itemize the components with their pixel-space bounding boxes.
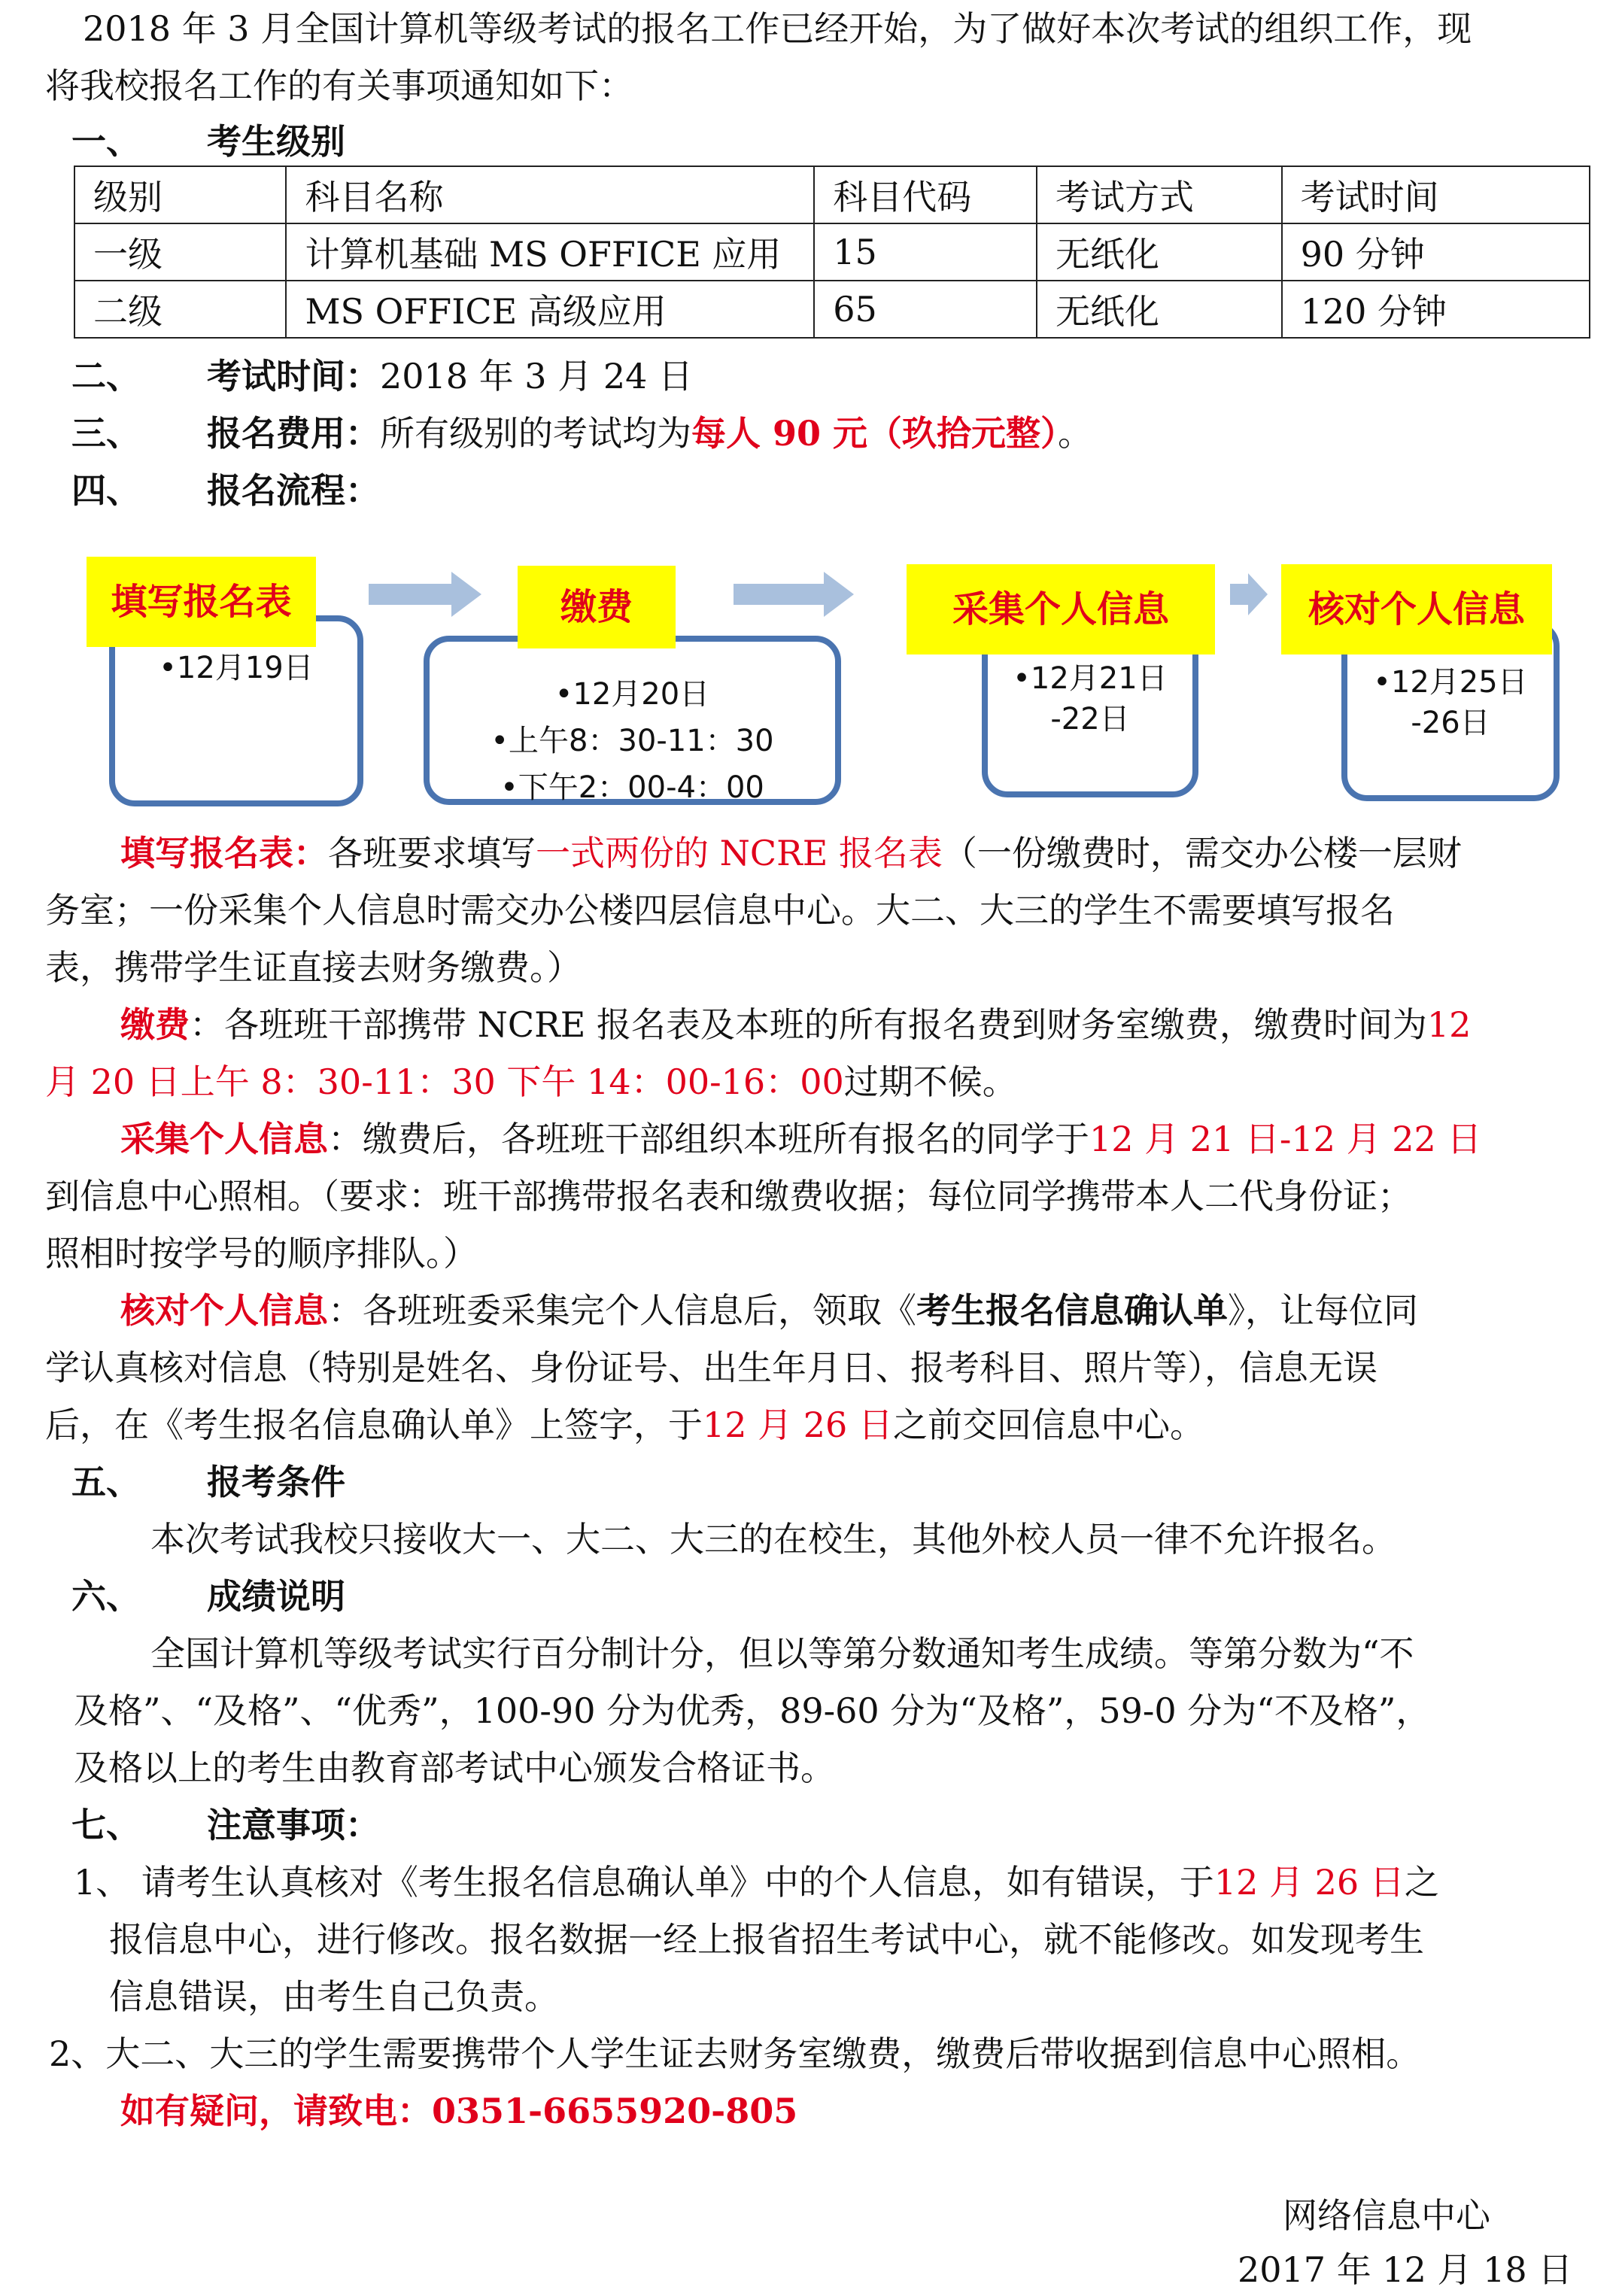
check-text: ：各班班委采集完个人信息后，领取《: [328, 1290, 916, 1331]
fill-form-para-line-1: [120, 825, 1622, 882]
check-para-line-3: [45, 1396, 1595, 1453]
flow-step-2-box: [424, 636, 841, 805]
table-cell: 90 分钟: [1282, 223, 1590, 281]
signature-org: 网络信息中心: [1283, 2195, 1490, 2236]
section-6-line-3: 及格以上的考生由教育部考试中心颁发合格证书。: [74, 1748, 835, 1788]
flow-step-3-label: 采集个人信息: [907, 564, 1215, 654]
payment-deadline-note: 过期不候。: [843, 1061, 1017, 1102]
collect-para-line-3: 照相时按学号的顺序排队。）: [45, 1233, 478, 1274]
payment-para-line-2: [45, 1053, 1595, 1110]
collect-dates: 12 月 21 日-12 月 22 日: [1089, 1119, 1482, 1159]
fill-form-para-line-3: 表，携带学生证直接去财务缴费。）: [45, 947, 582, 988]
exam-level-table: [74, 166, 1590, 339]
check-para-line-2: 学认真核对信息（特别是姓名、身份证号、出生年月日、报考科目、照片等），信息无误: [45, 1347, 1377, 1388]
section-7-title: 注意事项：: [207, 1805, 380, 1845]
fill-form-label: 填写报名表：: [120, 833, 328, 873]
note-1-deadline: 12 月 26 日: [1213, 1862, 1405, 1903]
table-cell: 无纸化: [1037, 281, 1282, 338]
check-para-line-1: [120, 1282, 1622, 1339]
signature-date: 2017 年 12 月 18 日: [1238, 2249, 1573, 2290]
section-7-number: 七、: [71, 1805, 141, 1845]
collect-text: ：缴费后，各班班干部组织本班所有报名的同学于: [328, 1119, 1089, 1159]
table-header-cell: 级别: [74, 166, 286, 223]
table-cell: 计算机基础 MS OFFICE 应用: [286, 223, 814, 281]
fee-text: 所有级别的考试均为: [380, 413, 691, 454]
payment-time-start: 12: [1426, 1004, 1472, 1045]
flow-step-4-date-end: -26日: [1411, 706, 1490, 740]
fee-end: 。: [1058, 413, 1093, 454]
section-3-heading: [71, 405, 1092, 462]
payment-time: 月 20 日上午 8：30-11：30 下午 14：00-16：00: [45, 1061, 844, 1102]
fill-form-para-line-2: 务室；一份采集个人信息时需交办公楼四层信息中心。大二、大三的学生不需要填写报名: [45, 890, 1395, 931]
flow-arrow-icon: [369, 572, 481, 617]
flow-step-3-date: •12月21日: [1013, 661, 1168, 696]
check-text-4: 之前交回信息中心。: [892, 1405, 1204, 1445]
payment-para-line-1: [120, 996, 1622, 1053]
table-row: [74, 281, 1590, 338]
note-1-line-2: 报信息中心，进行修改。报名数据一经上报省招生考试中心，就不能修改。如发现考生: [109, 1919, 1424, 1960]
flow-arrow-icon: [734, 572, 854, 617]
check-form-name: 考生报名信息确认单: [916, 1290, 1228, 1331]
check-label: 核对个人信息: [120, 1290, 328, 1331]
table-header-row: [74, 166, 1590, 223]
flow-step-2-label: 缴费: [518, 566, 676, 648]
flow-step-2-date: •12月20日: [554, 677, 710, 712]
collect-para-line-1: [120, 1110, 1622, 1168]
section-6-heading: [71, 1568, 345, 1625]
section-2-title: 考试时间：: [207, 356, 380, 396]
table-cell: 二级: [74, 281, 286, 338]
table-cell: 120 分钟: [1282, 281, 1590, 338]
section-3-number: 三、: [71, 413, 141, 454]
table-row: [74, 223, 1590, 281]
flow-step-4-label: 核对个人信息: [1281, 564, 1552, 654]
note-2: 2、大二、大三的学生需要携带个人学生证去财务室缴费，缴费后带收据到信息中心照相。: [49, 2033, 1421, 2074]
section-5-number: 五、: [71, 1462, 141, 1502]
payment-text: ：各班班干部携带 NCRE 报名表及本班的所有报名费到财务室缴费，缴费时间为: [190, 1004, 1427, 1045]
check-deadline: 12 月 26 日: [703, 1405, 893, 1445]
section-3-title: 报名费用：: [207, 413, 380, 454]
table-cell: 无纸化: [1037, 223, 1282, 281]
flow-step-3-date-end: -22日: [1050, 702, 1130, 736]
flow-step-2-afternoon: •下午2：00-4：00: [500, 770, 764, 805]
fill-form-text: 各班要求填写: [328, 833, 536, 873]
table-header-cell: 科目代码: [814, 166, 1037, 223]
section-4-heading: [71, 462, 380, 519]
section-6-line-2: 及格”、“及格”、“优秀”，100-90 分为优秀，89-60 分为“及格”，59-0 分为“不及格”，: [74, 1690, 1431, 1731]
section-1-heading: [71, 113, 345, 170]
table-cell: 65: [814, 281, 1037, 338]
section-7-heading: [71, 1796, 380, 1854]
check-text-3: 后，在《考生报名信息确认单》上签字，于: [45, 1405, 703, 1445]
section-2-heading: [71, 348, 693, 405]
note-1-text: 1、 请考生认真核对《考生报名信息确认单》中的个人信息，如有错误，于: [74, 1862, 1214, 1903]
section-4-number: 四、: [71, 470, 141, 511]
fee-amount: 每人 90 元（玖拾元整）: [691, 413, 1059, 454]
flow-step-2-morning: •上午8：30-11：30: [491, 724, 774, 758]
collect-label: 采集个人信息: [120, 1119, 328, 1159]
contact-phone: 如有疑问，请致电：0351-6655920-805: [120, 2091, 798, 2131]
intro-line-2: 将我校报名工作的有关事项通知如下：: [45, 65, 633, 106]
payment-label: 缴费: [120, 1004, 190, 1045]
section-1-number: 一、: [71, 121, 141, 162]
flow-step-4-date: •12月25日: [1373, 665, 1528, 700]
table-header-cell: 考试方式: [1037, 166, 1282, 223]
table-cell: 一级: [74, 223, 286, 281]
table-cell: MS OFFICE 高级应用: [286, 281, 814, 338]
table-header-cell: 考试时间: [1282, 166, 1590, 223]
intro-line-1: 2018 年 3 月全国计算机等级考试的报名工作已经开始，为了做好本次考试的组织工作，现: [83, 8, 1472, 49]
exam-date: 2018 年 3 月 24 日: [380, 356, 693, 396]
note-1-line-3: 信息错误，由考生自己负责。: [109, 1976, 559, 2017]
note-1-text-2: 之: [1404, 1862, 1439, 1903]
flow-step-1-label: 填写报名表: [87, 557, 316, 647]
check-text-2: 》，让每位同: [1228, 1290, 1418, 1331]
collect-para-line-2: 到信息中心照相。（要求：班干部携带报名表和缴费收据；每位同学携带本人二代身份证；: [45, 1176, 1412, 1216]
section-5-heading: [71, 1453, 345, 1511]
table-header-cell: 科目名称: [286, 166, 814, 223]
section-5-text: 本次考试我校只接收大一、大二、大三的在校生，其他外校人员一律不允许报名。: [150, 1519, 1396, 1560]
section-5-title: 报考条件: [207, 1462, 345, 1502]
section-4-title: 报名流程：: [207, 470, 380, 511]
note-1-line-1: [74, 1854, 1622, 1911]
flow-arrow-icon: [1230, 573, 1268, 615]
flow-step-1-date: •12月19日: [159, 651, 314, 685]
table-cell: 15: [814, 223, 1037, 281]
section-6-number: 六、: [71, 1576, 141, 1617]
section-6-title: 成绩说明: [207, 1576, 345, 1617]
section-1-title: 考生级别: [207, 121, 345, 162]
fill-form-highlight: 一式两份的 NCRE 报名表: [536, 833, 943, 873]
section-2-number: 二、: [71, 356, 141, 396]
section-6-line-1: 全国计算机等级考试实行百分制计分，但以等第分数通知考生成绩。等第分数为“不: [150, 1633, 1414, 1674]
fill-form-text-2: （一份缴费时，需交办公楼一层财: [942, 833, 1462, 873]
